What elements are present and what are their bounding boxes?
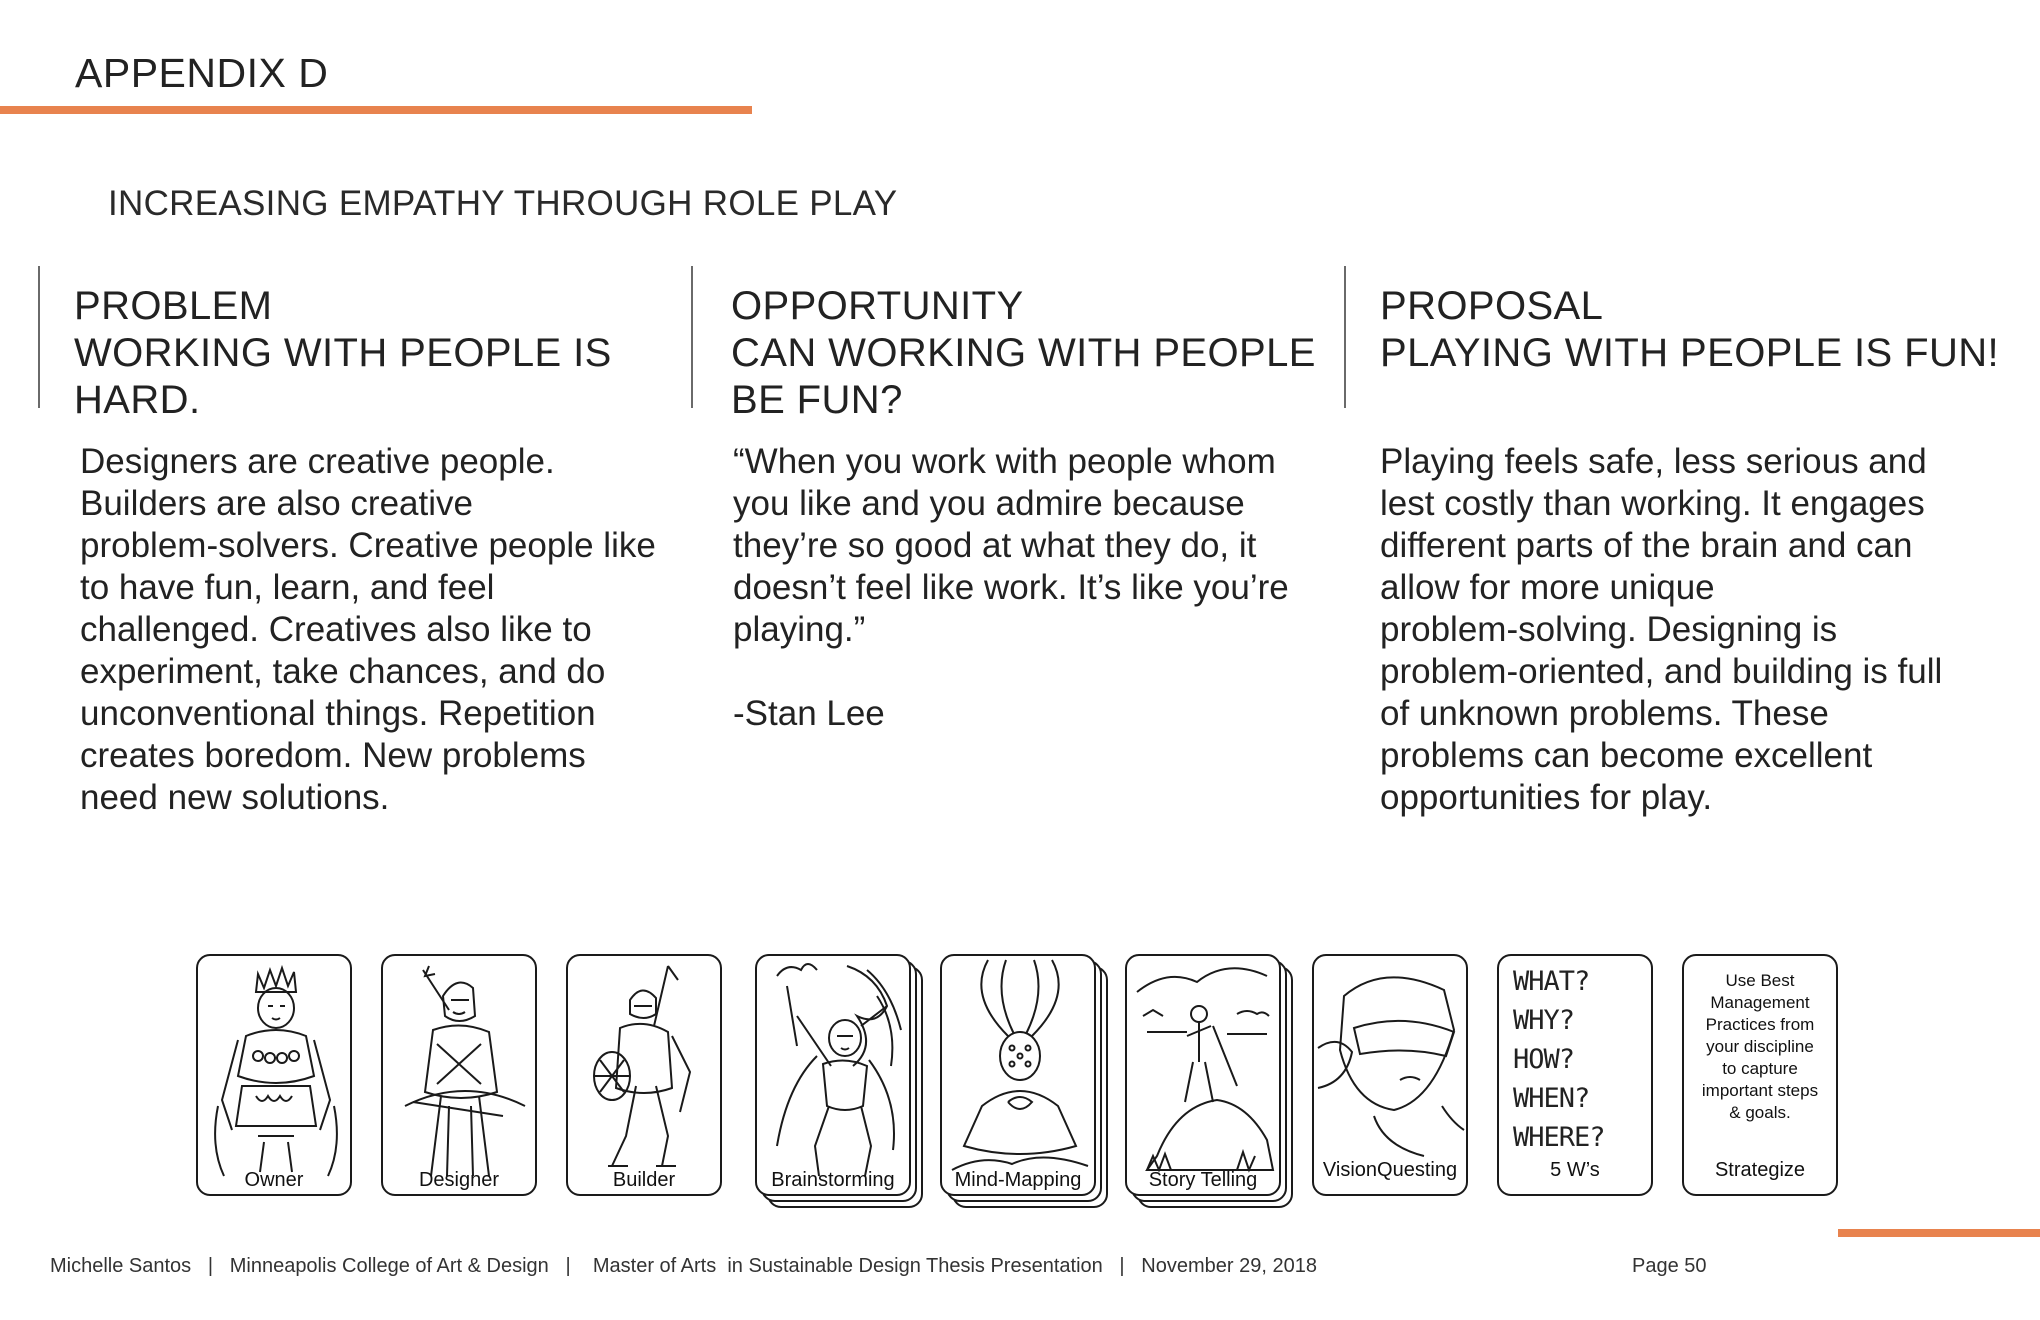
body-line: opportunities for play. [1380,778,1713,817]
description-line: to capture [1722,1059,1798,1078]
body-line: Builders are also creative [80,484,473,523]
role-card-mind-mapping [940,954,1100,1208]
column-divider [38,266,40,408]
quote-attribution: -Stan Lee [733,694,885,733]
question-line: WHEN? [1513,1083,1590,1114]
body-line: experiment, take chances, and do [80,652,606,691]
problem-heading [74,283,612,424]
description-line: Use Best [1725,971,1795,990]
card-face [1312,954,1468,1196]
card-label: Brainstorming [771,1169,895,1191]
body-line: Designers are creative people. [80,442,555,481]
heading-line: WORKING WITH PEOPLE IS [74,331,612,375]
body-line: problem-oriented, and building is full [1380,652,1943,691]
body-line: lest costly than working. It engages [1380,484,1925,523]
card-face [940,954,1096,1196]
heading-line: PROBLEM [74,284,273,328]
role-card-strategize [1682,954,1842,1208]
body-line: Playing feels safe, less serious and [1380,442,1927,481]
card-label: Owner [244,1169,304,1191]
role-card-story-telling [1125,954,1285,1208]
wanderer-icon [1127,956,1281,1196]
card-label: Strategize [1714,1159,1806,1181]
king-icon [198,956,352,1196]
body-line: different parts of the brain and can [1380,526,1913,565]
card-face [1497,954,1653,1196]
role-card-brainstorming [755,954,915,1208]
heading-line: HARD. [74,378,201,422]
card-face [566,954,722,1196]
opportunity-quote [733,441,1289,735]
body-line: “When you work with people whom [733,442,1276,481]
title-accent-rule [0,106,752,114]
heading-line: CAN WORKING WITH PEOPLE [731,331,1316,375]
column-divider [691,266,693,408]
problem-body [80,441,656,819]
body-line: unconventional things. Repetition [80,694,596,733]
heading-line: OPPORTUNITY [731,284,1024,328]
footer-credits: Michelle Santos | Minneapolis College of Art & Design | Master of Arts in Sustainable Design Thesis Presentation | November 29, 2018 [50,1255,1317,1277]
description-line: important steps [1701,1081,1819,1100]
section-subtitle: INCREASING EMPATHY THROUGH ROLE PLAY [108,184,898,223]
description-line: Practices from [1705,1015,1815,1034]
body-line: to have fun, learn, and feel [80,568,495,607]
body-line: problems can become excellent [1380,736,1873,775]
handwritten-questions [1513,962,1605,1157]
body-line: doesn’t feel like work. It’s like you’re [733,568,1289,607]
appendix-title: APPENDIX D [75,50,329,96]
card-label: Builder [612,1169,676,1191]
role-card-builder [566,954,726,1208]
description-line: Management [1710,993,1810,1012]
body-line: need new solutions. [80,778,390,817]
body-line: problem-solving. Designing is [1380,610,1838,649]
card-label: VisionQuesting [1322,1159,1458,1181]
card-label: Mind-Mapping [954,1169,1082,1191]
proposal-heading [1380,283,1999,377]
card-description [1694,970,1826,1124]
body-line: allow for more unique [1380,568,1715,607]
description-line: & goals. [1729,1103,1791,1122]
role-card-vision-questing [1312,954,1472,1208]
archer-icon [383,956,537,1196]
thinker-icon [942,956,1096,1196]
opportunity-heading [731,283,1316,424]
body-line: creates boredom. New problems [80,736,586,775]
footer-accent-rule [1838,1229,2040,1237]
sorceress-icon [757,956,911,1196]
drummer-icon [568,956,722,1196]
question-line: WHERE? [1513,1122,1605,1153]
heading-line: BE FUN? [731,378,903,422]
column-divider [1344,266,1346,408]
card-label: 5 W’s [1550,1159,1600,1181]
proposal-body [1380,441,1942,819]
card-face [755,954,911,1196]
body-line: problem-solvers. Creative people like [80,526,656,565]
body-line: challenged. Creatives also like to [80,610,592,649]
heading-line: PROPOSAL [1380,284,1604,328]
body-line: you like and you admire because [733,484,1245,523]
body-line: they’re so good at what they do, it [733,526,1257,565]
body-line [733,651,1289,693]
question-line: WHY? [1513,1005,1575,1036]
card-face [1682,954,1838,1196]
body-line: playing.” [733,610,866,649]
card-face [1125,954,1281,1196]
body-line: of unknown problems. These [1380,694,1829,733]
card-face [196,954,352,1196]
page-number: Page 50 [1632,1255,1707,1277]
card-label: Story Telling [1148,1169,1258,1191]
role-card-five-ws [1497,954,1657,1208]
description-line: your discipline [1706,1037,1814,1056]
card-face [381,954,537,1196]
role-card-owner [196,954,356,1208]
question-line: HOW? [1513,1044,1575,1075]
card-label: Designer [418,1169,500,1191]
role-card-designer [381,954,541,1208]
question-line: WHAT? [1513,966,1590,997]
heading-line: PLAYING WITH PEOPLE IS FUN! [1380,331,2000,375]
